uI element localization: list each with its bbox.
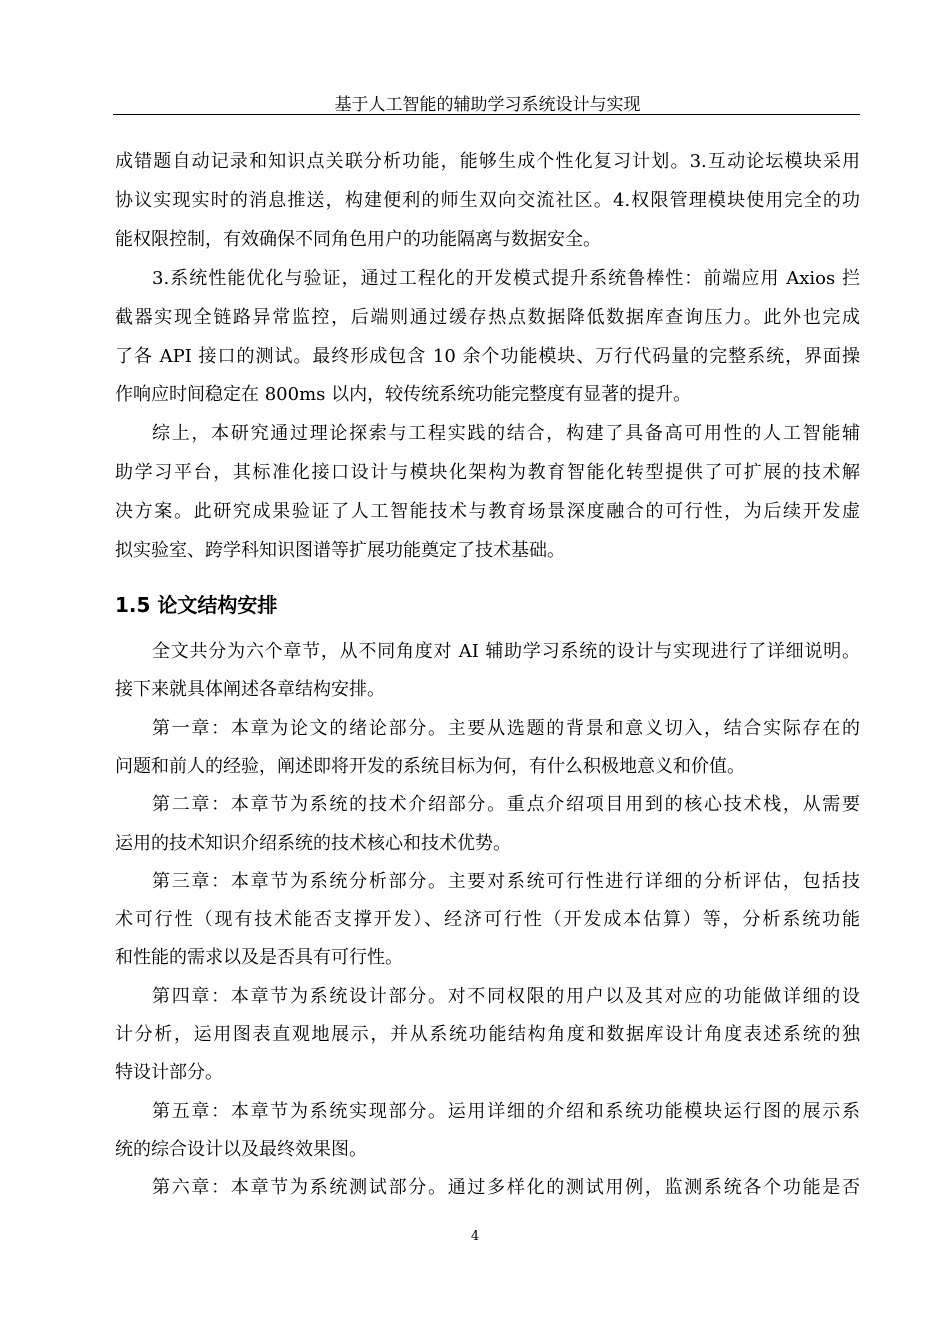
text-line: 第一章：本章为论文的绪论部分。主要从选题的背景和意义切入，结合实际存在的 [152,717,860,739]
text-line: 综上，本研究通过理论探索与工程实践的结合，构建了具备高可用性的人工智能辅 [152,423,860,445]
text-line: 和性能的需求以及是否具有可行性。 [115,947,403,969]
text-line: 拟实验室、跨学科知识图谱等扩展功能奠定了技术基础。 [115,540,565,561]
text-line: 决方案。此研究成果验证了人工智能技术与教育场景深度融合的可行性，为后续开发虚 [115,501,860,523]
text-line: 全文共分为六个章节，从不同角度对 AI 辅助学习系统的设计与实现进行了详细说明。 [152,641,860,662]
header-rule [113,114,860,115]
text-line: 接下来就具体阐述各章结构安排。 [115,679,385,701]
text-line: 作响应时间稳定在 800ms 以内，较传统系统功能完整度有显著的提升。 [115,384,692,406]
text-line: 了各 API 接口的测试。最终形成包含 10 余个功能模块、万行代码量的完整系统，界面操 [115,345,860,367]
text-line: 第六章：本章节为系统测试部分。通过多样化的测试用例，监测系统各个功能是否 [152,1177,860,1199]
page-number: 4 [470,1229,480,1244]
text-line: 成错题自动记录和知识点关联分析功能，能够生成个性化复习计划。3.互动论坛模块采用 [115,151,860,172]
text-line: 统的综合设计以及最终效果图。 [115,1138,367,1160]
text-line: 问题和前人的经验，阐述即将开发的系统目标为何，有什么积极地意义和价值。 [115,755,745,777]
text-line: 第三章：本章节为系统分析部分。主要对系统可行性进行详细的分析评估，包括技 [152,870,860,892]
text-line: 特设计部分。 [115,1062,223,1084]
text-line: 3.系统性能优化与验证，通过工程化的开发模式提升系统鲁棒性：前端应用 Axios 拦 [152,267,860,289]
text-line: 第二章：本章节为系统的技术介绍部分。重点介绍项目用到的核心技术栈，从需要 [152,794,860,816]
text-line: 术可行性（现有技术能否支撑开发）、经济可行性（开发成本估算）等，分析系统功能 [115,909,860,931]
text-line: 运用的技术知识介绍系统的技术核心和技术优势。 [115,832,511,854]
text-line: 协议实现实时的消息推送，构建便利的师生双向交流社区。4.权限管理模块使用完全的功 [115,189,860,211]
text-line: 计分析，运用图表直观地展示，并从系统功能结构角度和数据库设计角度表述系统的独 [115,1024,860,1045]
text-line: 能权限控制，有效确保不同角色用户的功能隔离与数据安全。 [115,228,601,250]
text-line: 第五章：本章节为系统实现部分。运用详细的介绍和系统功能模块运行图的展示系 [152,1100,860,1122]
text-line: 截器实现全链路异常监控，后端则通过缓存热点数据降低数据库查询压力。此外也完成 [115,306,860,328]
text-line: 助学习平台，其标准化接口设计与模块化架构为教育智能化转型提供了可扩展的技术解 [115,462,860,484]
running-header: 基于人工智能的辅助学习系统设计与实现 [334,95,641,115]
text-line: 第四章：本章节为系统设计部分。对不同权限的用户以及其对应的功能做详细的设 [152,985,860,1007]
section-heading: 1.5 论文结构安排 [115,593,278,617]
